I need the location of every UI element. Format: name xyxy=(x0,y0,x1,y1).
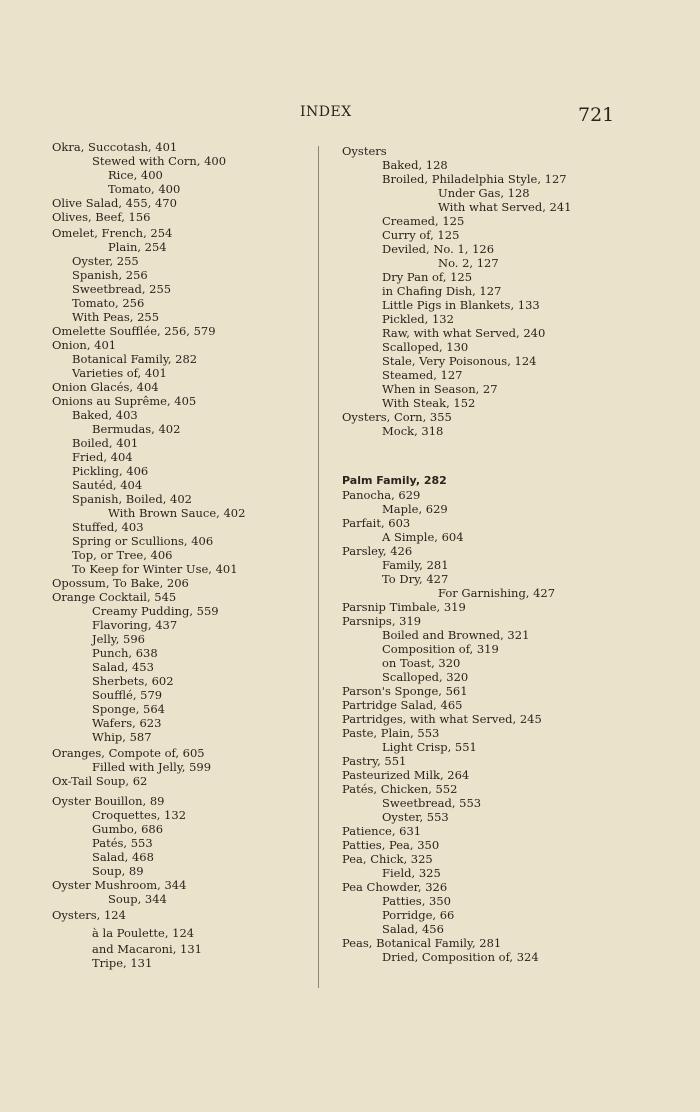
index-entry: Rice, 400 xyxy=(108,168,163,182)
index-entry: Parsnip Timbale, 319 xyxy=(342,600,466,614)
index-entry: Okra, Succotash, 401 xyxy=(52,140,178,154)
index-entry: Pea, Chick, 325 xyxy=(342,852,433,866)
index-entry: Ox-Tail Soup, 62 xyxy=(52,774,148,788)
index-entry: Boiled and Browned, 321 xyxy=(382,628,530,642)
index-entry: Oranges, Compote of, 605 xyxy=(52,746,205,760)
index-entry: With Brown Sauce, 402 xyxy=(108,506,246,520)
index-entry: Composition of, 319 xyxy=(382,642,499,656)
index-entry: Deviled, No. 1, 126 xyxy=(382,242,495,256)
index-entry: With what Served, 241 xyxy=(438,200,572,214)
index-entry: Orange Cocktail, 545 xyxy=(52,590,177,604)
index-entry: Tomato, 400 xyxy=(108,182,181,196)
index-entry: Sweetbread, 255 xyxy=(72,282,172,296)
index-entry: Creamed, 125 xyxy=(382,214,465,228)
index-entry: Opossum, To Bake, 206 xyxy=(52,576,189,590)
index-entry: Flavoring, 437 xyxy=(92,618,178,632)
index-entry: Pickling, 406 xyxy=(72,464,149,478)
index-entry: Filled with Jelly, 599 xyxy=(92,760,212,774)
index-entry: Stale, Very Poisonous, 124 xyxy=(382,354,537,368)
index-entry: Oysters, Corn, 355 xyxy=(342,410,452,424)
index-entry: Patties, Pea, 350 xyxy=(342,838,440,852)
index-entry: Mock, 318 xyxy=(382,424,444,438)
index-entry: Oyster Mushroom, 344 xyxy=(52,878,187,892)
index-entry: Botanical Family, 282 xyxy=(72,352,198,366)
index-entry: Patties, 350 xyxy=(382,894,451,908)
index-entry: With Steak, 152 xyxy=(382,396,476,410)
index-entry: Oyster Bouillon, 89 xyxy=(52,794,165,808)
index-entry: Peas, Botanical Family, 281 xyxy=(342,936,502,950)
index-entry: Sweetbread, 553 xyxy=(382,796,482,810)
index-entry: Little Pigs in Blankets, 133 xyxy=(382,298,540,312)
index-entry: Parsley, 426 xyxy=(342,544,413,558)
index-entry: Sautéd, 404 xyxy=(72,478,143,492)
index-entry: Partridge Salad, 465 xyxy=(342,698,463,712)
index-entry: Top, or Tree, 406 xyxy=(72,548,173,562)
index-entry: Pickled, 132 xyxy=(382,312,454,326)
index-entry: Omelet, French, 254 xyxy=(52,226,173,240)
index-entry: Whip, 587 xyxy=(92,730,152,744)
index-entry: Oysters xyxy=(342,144,387,158)
index-entry: Patés, 553 xyxy=(92,836,153,850)
index-entry: Oyster, 553 xyxy=(382,810,449,824)
index-entry: Spanish, 256 xyxy=(72,268,148,282)
index-entry: Croquettes, 132 xyxy=(92,808,187,822)
index-entry: Oyster, 255 xyxy=(72,254,139,268)
index-entry: Soup, 89 xyxy=(92,864,144,878)
index-entry: Spanish, Boiled, 402 xyxy=(72,492,192,506)
page-number: 721 xyxy=(578,104,615,126)
index-entry: Pastry, 551 xyxy=(342,754,407,768)
index-entry: Patés, Chicken, 552 xyxy=(342,782,458,796)
index-entry: Pea Chowder, 326 xyxy=(342,880,448,894)
index-entry: Tripe, 131 xyxy=(92,956,153,970)
index-entry: Plain, 254 xyxy=(108,240,167,254)
index-entry: Partridges, with what Served, 245 xyxy=(342,712,542,726)
index-entry: Dried, Composition of, 324 xyxy=(382,950,539,964)
index-entry: To Keep for Winter Use, 401 xyxy=(72,562,238,576)
index-entry: Sherbets, 602 xyxy=(92,674,174,688)
index-entry: Patience, 631 xyxy=(342,824,422,838)
index-entry: Broiled, Philadelphia Style, 127 xyxy=(382,172,567,186)
index-entry: Scalloped, 130 xyxy=(382,340,469,354)
index-entry: Parson's Sponge, 561 xyxy=(342,684,468,698)
index-entry: To Dry, 427 xyxy=(382,572,449,586)
index-entry: Baked, 403 xyxy=(72,408,138,422)
index-entry: Soup, 344 xyxy=(108,892,167,906)
index-entry: Fried, 404 xyxy=(72,450,133,464)
index-entry: Spring or Scullions, 406 xyxy=(72,534,214,548)
index-entry: Stuffed, 403 xyxy=(72,520,144,534)
index-entry: Curry of, 125 xyxy=(382,228,460,242)
index-entry: Onion Glacés, 404 xyxy=(52,380,159,394)
index-entry: Punch, 638 xyxy=(92,646,158,660)
index-entry: Salad, 468 xyxy=(92,850,154,864)
index-entry: Sponge, 564 xyxy=(92,702,165,716)
index-entry: Tomato, 256 xyxy=(72,296,145,310)
index-entry: Maple, 629 xyxy=(382,502,448,516)
index-entry: Under Gas, 128 xyxy=(438,186,530,200)
index-entry: Onion, 401 xyxy=(52,338,117,352)
index-entry: Boiled, 401 xyxy=(72,436,139,450)
index-entry: Bermudas, 402 xyxy=(92,422,181,436)
index-entry: Creamy Pudding, 559 xyxy=(92,604,219,618)
index-entry: Scalloped, 320 xyxy=(382,670,469,684)
index-entry: For Garnishing, 427 xyxy=(438,586,556,600)
index-entry: Wafers, 623 xyxy=(92,716,162,730)
index-entry: on Toast, 320 xyxy=(382,656,461,670)
index-entry: Steamed, 127 xyxy=(382,368,463,382)
index-entry: Jelly, 596 xyxy=(92,632,146,646)
index-entry: Salad, 456 xyxy=(382,922,444,936)
index-entry: in Chafing Dish, 127 xyxy=(382,284,502,298)
index-entry: Baked, 128 xyxy=(382,158,448,172)
index-entry: Light Crisp, 551 xyxy=(382,740,477,754)
index-entry: Stewed with Corn, 400 xyxy=(92,154,227,168)
index-entry: Varieties of, 401 xyxy=(72,366,167,380)
column-divider xyxy=(318,146,319,988)
index-entry: Soufflé, 579 xyxy=(92,688,163,702)
running-title: INDEX xyxy=(300,104,352,120)
index-entry: When in Season, 27 xyxy=(382,382,498,396)
index-entry: Omelette Soufflée, 256, 579 xyxy=(52,324,216,338)
index-entry: A Simple, 604 xyxy=(382,530,464,544)
index-entry: Dry Pan of, 125 xyxy=(382,270,473,284)
index-entry: Parfait, 603 xyxy=(342,516,411,530)
index-entry: Field, 325 xyxy=(382,866,441,880)
index-entry: Family, 281 xyxy=(382,558,449,572)
index-entry: No. 2, 127 xyxy=(438,256,499,270)
index-entry: Raw, with what Served, 240 xyxy=(382,326,546,340)
index-entry: Olive Salad, 455, 470 xyxy=(52,196,177,210)
index-entry: Onions au Suprême, 405 xyxy=(52,394,197,408)
index-entry: Gumbo, 686 xyxy=(92,822,164,836)
index-entry: Paste, Plain, 553 xyxy=(342,726,440,740)
index-entry: Porridge, 66 xyxy=(382,908,455,922)
index-entry: Oysters, 124 xyxy=(52,908,126,922)
index-entry: With Peas, 255 xyxy=(72,310,160,324)
index-entry: Pasteurized Milk, 264 xyxy=(342,768,470,782)
index-entry: Olives, Beef, 156 xyxy=(52,210,151,224)
index-entry: Panocha, 629 xyxy=(342,488,421,502)
index-entry: Palm Family, 282 xyxy=(342,474,447,487)
index-entry: à la Poulette, 124 xyxy=(92,926,195,940)
index-entry: Parsnips, 319 xyxy=(342,614,422,628)
index-entry: and Macaroni, 131 xyxy=(92,942,202,956)
index-entry: Salad, 453 xyxy=(92,660,154,674)
